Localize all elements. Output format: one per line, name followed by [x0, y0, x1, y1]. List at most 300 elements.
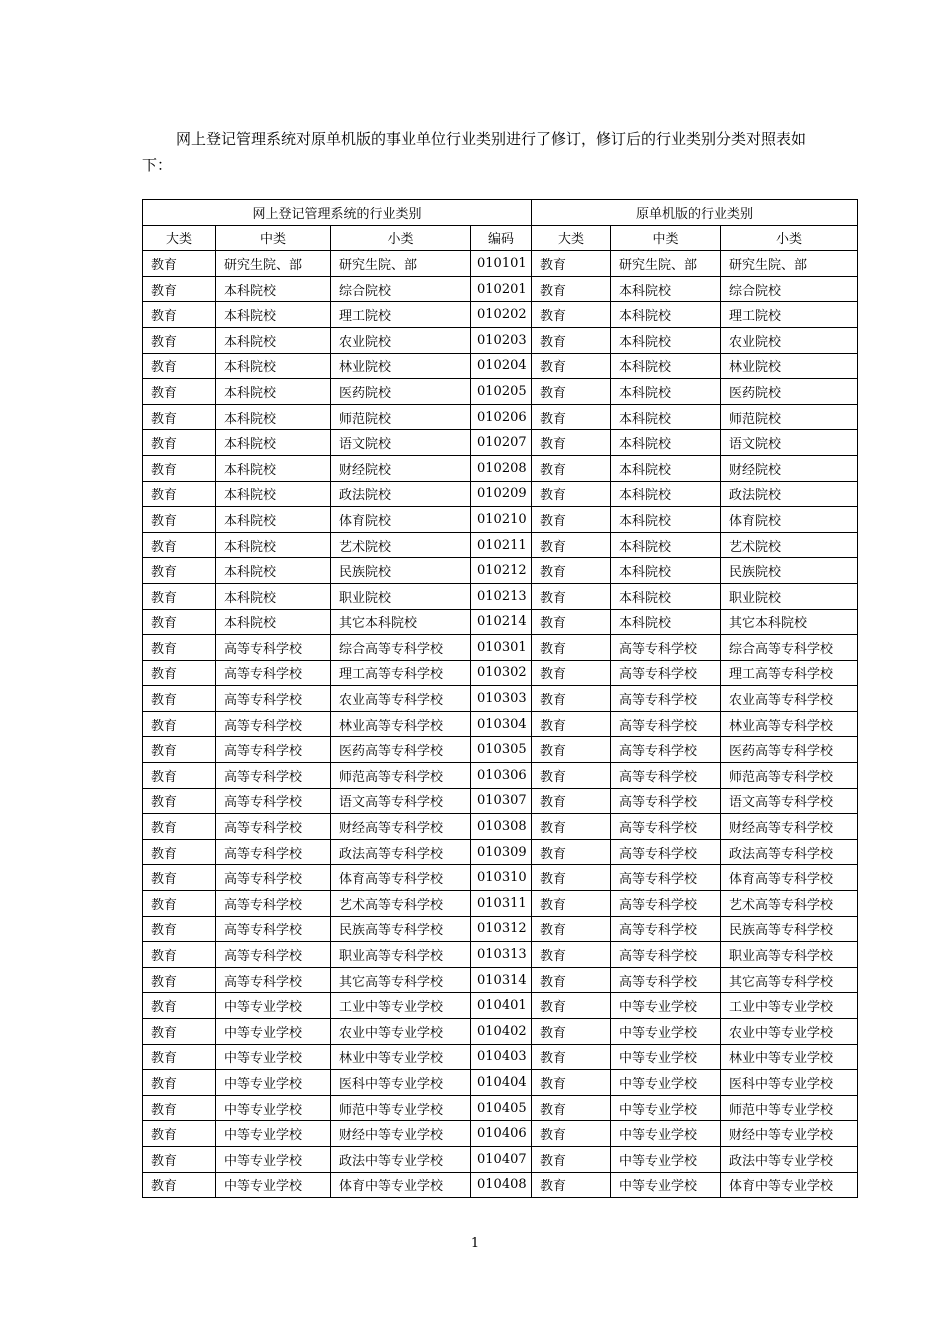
table-cell: 林业中等专业学校: [331, 1044, 471, 1070]
table-row: [143, 814, 858, 840]
table-cell: 本科院校: [611, 507, 721, 533]
table-cell: 农业中等专业学校: [331, 1019, 471, 1045]
table-body: [143, 251, 858, 1198]
table-row: [143, 558, 858, 584]
code-cell: 010201: [471, 276, 532, 302]
table-row: [143, 1121, 858, 1147]
table-cell: 高等专科学校: [216, 891, 331, 917]
code-cell: 010403: [471, 1044, 532, 1070]
table-cell: 财经院校: [721, 455, 858, 481]
table-cell: 教育: [532, 532, 611, 558]
table-cell: 高等专科学校: [216, 967, 331, 993]
code-cell: 010307: [471, 788, 532, 814]
table-cell: 高等专科学校: [216, 839, 331, 865]
table-cell: 师范中等专业学校: [331, 1095, 471, 1121]
table-cell: 高等专科学校: [216, 711, 331, 737]
code-cell: 010312: [471, 916, 532, 942]
table-cell: 教育: [532, 558, 611, 584]
table-cell: 综合高等专科学校: [331, 635, 471, 661]
table-cell: 师范中等专业学校: [721, 1095, 858, 1121]
table-row: [143, 404, 858, 430]
table-cell: 研究生院、部: [331, 251, 471, 277]
table-cell: 教育: [532, 788, 611, 814]
table-cell: 体育高等专科学校: [331, 865, 471, 891]
table-cell: 教育: [532, 1070, 611, 1096]
column-header: 小类: [331, 225, 471, 251]
table-cell: 林业院校: [721, 353, 858, 379]
table-cell: 本科院校: [611, 583, 721, 609]
table-cell: 民族院校: [331, 558, 471, 584]
table-cell: 高等专科学校: [216, 814, 331, 840]
table-cell: 本科院校: [611, 276, 721, 302]
table-cell: 高等专科学校: [611, 967, 721, 993]
table-cell: 教育: [532, 1172, 611, 1198]
table-cell: 其它高等专科学校: [721, 967, 858, 993]
table-cell: 政法中等专业学校: [721, 1146, 858, 1172]
table-cell: 本科院校: [216, 507, 331, 533]
table-cell: 本科院校: [216, 583, 331, 609]
table-cell: 财经中等专业学校: [721, 1121, 858, 1147]
table-row: [143, 993, 858, 1019]
table-cell: 教育: [143, 327, 216, 353]
table-cell: 医药院校: [331, 379, 471, 405]
table-cell: 中等专业学校: [611, 1095, 721, 1121]
code-cell: 010406: [471, 1121, 532, 1147]
table-cell: 教育: [532, 404, 611, 430]
table-cell: 教育: [143, 481, 216, 507]
table-cell: 高等专科学校: [611, 839, 721, 865]
table-cell: 教育: [143, 865, 216, 891]
table-cell: 高等专科学校: [611, 942, 721, 968]
table-cell: 本科院校: [216, 327, 331, 353]
code-cell: 010311: [471, 891, 532, 917]
table-cell: 体育中等专业学校: [721, 1172, 858, 1198]
table-cell: 政法高等专科学校: [721, 839, 858, 865]
table-cell: 教育: [143, 558, 216, 584]
table-cell: 医药院校: [721, 379, 858, 405]
table-cell: 教育: [532, 660, 611, 686]
table-row: [143, 660, 858, 686]
table-cell: 工业中等专业学校: [721, 993, 858, 1019]
table-cell: 中等专业学校: [216, 1146, 331, 1172]
code-cell: 010313: [471, 942, 532, 968]
table-cell: 教育: [532, 814, 611, 840]
table-cell: 农业院校: [331, 327, 471, 353]
code-cell: 010205: [471, 379, 532, 405]
code-cell: 010214: [471, 609, 532, 635]
code-cell: 010301: [471, 635, 532, 661]
table-cell: 教育: [143, 967, 216, 993]
table-cell: 医药高等专科学校: [331, 737, 471, 763]
table-cell: 教育: [143, 379, 216, 405]
table-cell: 职业院校: [331, 583, 471, 609]
table-cell: 本科院校: [611, 379, 721, 405]
table-cell: 教育: [143, 942, 216, 968]
table-cell: 教育: [532, 302, 611, 328]
table-cell: 教育: [532, 609, 611, 635]
table-row: [143, 865, 858, 891]
code-cell: 010207: [471, 430, 532, 456]
table-cell: 高等专科学校: [216, 916, 331, 942]
code-cell: 010404: [471, 1070, 532, 1096]
table-row: [143, 916, 858, 942]
table-cell: 教育: [532, 635, 611, 661]
table-cell: 艺术高等专科学校: [721, 891, 858, 917]
table-cell: 教育: [532, 916, 611, 942]
table-row: [143, 327, 858, 353]
column-header: 小类: [721, 225, 858, 251]
code-cell: 010405: [471, 1095, 532, 1121]
table-cell: 教育: [532, 711, 611, 737]
group-header-online: 网上登记管理系统的行业类别: [143, 200, 532, 226]
table-cell: 本科院校: [216, 532, 331, 558]
table-cell: 农业高等专科学校: [331, 686, 471, 712]
table-cell: 中等专业学校: [216, 1121, 331, 1147]
table-cell: 艺术高等专科学校: [331, 891, 471, 917]
code-cell: 010407: [471, 1146, 532, 1172]
table-row: [143, 737, 858, 763]
table-cell: 本科院校: [611, 455, 721, 481]
table-cell: 语文院校: [331, 430, 471, 456]
table-cell: 职业院校: [721, 583, 858, 609]
intro-paragraph: 网上登记管理系统对原单机版的事业单位行业类别进行了修订，修订后的行业类别分类对照表如下：: [142, 130, 807, 174]
table-cell: 教育: [143, 583, 216, 609]
table-cell: 教育: [532, 353, 611, 379]
table-cell: 本科院校: [216, 353, 331, 379]
table-cell: 体育中等专业学校: [331, 1172, 471, 1198]
code-cell: 010206: [471, 404, 532, 430]
table-cell: 艺术院校: [331, 532, 471, 558]
table-cell: 中等专业学校: [216, 1044, 331, 1070]
table-cell: 本科院校: [216, 302, 331, 328]
table-row: [143, 251, 858, 277]
table-cell: 民族高等专科学校: [721, 916, 858, 942]
table-cell: 中等专业学校: [216, 1172, 331, 1198]
table-cell: 体育院校: [331, 507, 471, 533]
table-cell: 教育: [532, 1095, 611, 1121]
table-cell: 教育: [532, 737, 611, 763]
table-cell: 体育高等专科学校: [721, 865, 858, 891]
table-cell: 研究生院、部: [611, 251, 721, 277]
table-cell: 中等专业学校: [611, 993, 721, 1019]
table-cell: 教育: [143, 916, 216, 942]
code-cell: 010202: [471, 302, 532, 328]
table-cell: 医科中等专业学校: [331, 1070, 471, 1096]
code-cell: 010408: [471, 1172, 532, 1198]
table-cell: 教育: [143, 1172, 216, 1198]
table-cell: 教育: [532, 1019, 611, 1045]
table-row: [143, 686, 858, 712]
table-cell: 本科院校: [216, 558, 331, 584]
table-cell: 本科院校: [611, 327, 721, 353]
code-cell: 010401: [471, 993, 532, 1019]
table-cell: 本科院校: [611, 404, 721, 430]
table-cell: 本科院校: [611, 353, 721, 379]
table-cell: 师范院校: [721, 404, 858, 430]
table-row: [143, 583, 858, 609]
code-cell: 010213: [471, 583, 532, 609]
table-row: [143, 942, 858, 968]
table-cell: 教育: [532, 379, 611, 405]
table-cell: 政法院校: [331, 481, 471, 507]
table-cell: 高等专科学校: [216, 865, 331, 891]
code-cell: 010304: [471, 711, 532, 737]
table-cell: 高等专科学校: [611, 814, 721, 840]
table-row: [143, 635, 858, 661]
table-row: [143, 507, 858, 533]
table-cell: 教育: [532, 1044, 611, 1070]
table-row: [143, 379, 858, 405]
table-cell: 教育: [143, 507, 216, 533]
code-cell: 010101: [471, 251, 532, 277]
table-cell: 高等专科学校: [611, 891, 721, 917]
page-number: 1: [470, 1236, 480, 1251]
code-cell: 010203: [471, 327, 532, 353]
table-cell: 林业中等专业学校: [721, 1044, 858, 1070]
table-row: [143, 1019, 858, 1045]
code-cell: 010314: [471, 967, 532, 993]
column-header: 大类: [532, 225, 611, 251]
table-row: [143, 1070, 858, 1096]
table-cell: 高等专科学校: [216, 686, 331, 712]
table-cell: 民族高等专科学校: [331, 916, 471, 942]
table-cell: 语文院校: [721, 430, 858, 456]
table-cell: 教育: [143, 1095, 216, 1121]
table-cell: 中等专业学校: [611, 1044, 721, 1070]
table-cell: 教育: [532, 763, 611, 789]
table-row: [143, 763, 858, 789]
table-row: [143, 302, 858, 328]
column-header-row: [143, 225, 858, 251]
table-cell: 理工高等专科学校: [721, 660, 858, 686]
table-cell: 中等专业学校: [216, 1019, 331, 1045]
table-cell: 体育院校: [721, 507, 858, 533]
table-row: [143, 967, 858, 993]
table-cell: 本科院校: [216, 481, 331, 507]
table-cell: 本科院校: [216, 276, 331, 302]
column-header: 大类: [143, 225, 216, 251]
table-cell: 本科院校: [611, 481, 721, 507]
table-cell: 高等专科学校: [216, 737, 331, 763]
table-cell: 教育: [532, 686, 611, 712]
table-cell: 中等专业学校: [611, 1146, 721, 1172]
table-cell: 医药高等专科学校: [721, 737, 858, 763]
group-header-row: [143, 200, 858, 226]
industry-category-table: [142, 199, 858, 1198]
table-row: [143, 891, 858, 917]
table-cell: 教育: [143, 788, 216, 814]
table-cell: 综合高等专科学校: [721, 635, 858, 661]
table-cell: 教育: [143, 839, 216, 865]
code-cell: 010211: [471, 532, 532, 558]
table-cell: 工业中等专业学校: [331, 993, 471, 1019]
table-cell: 综合院校: [331, 276, 471, 302]
table-cell: 高等专科学校: [216, 763, 331, 789]
table-cell: 农业院校: [721, 327, 858, 353]
table-cell: 教育: [532, 1121, 611, 1147]
table-cell: 农业高等专科学校: [721, 686, 858, 712]
table-cell: 高等专科学校: [216, 660, 331, 686]
table-cell: 教育: [143, 1019, 216, 1045]
table-cell: 教育: [143, 711, 216, 737]
table-cell: 研究生院、部: [216, 251, 331, 277]
group-header-legacy: 原单机版的行业类别: [532, 200, 858, 226]
table-cell: 师范院校: [331, 404, 471, 430]
table-cell: 其它本科院校: [721, 609, 858, 635]
table-cell: 财经中等专业学校: [331, 1121, 471, 1147]
table-cell: 高等专科学校: [611, 916, 721, 942]
table-cell: 教育: [143, 635, 216, 661]
table-cell: 语文高等专科学校: [721, 788, 858, 814]
column-header: 中类: [216, 225, 331, 251]
table-cell: 教育: [143, 532, 216, 558]
table-cell: 财经高等专科学校: [331, 814, 471, 840]
table-cell: 师范高等专科学校: [331, 763, 471, 789]
table-cell: 职业高等专科学校: [721, 942, 858, 968]
table-cell: 综合院校: [721, 276, 858, 302]
table-cell: 理工院校: [721, 302, 858, 328]
code-cell: 010309: [471, 839, 532, 865]
code-cell: 010204: [471, 353, 532, 379]
table-row: [143, 1044, 858, 1070]
table-cell: 教育: [143, 891, 216, 917]
table-cell: 医科中等专业学校: [721, 1070, 858, 1096]
table-cell: 教育: [532, 1146, 611, 1172]
table-cell: 农业中等专业学校: [721, 1019, 858, 1045]
table-cell: 教育: [143, 455, 216, 481]
table-cell: 中等专业学校: [216, 1095, 331, 1121]
code-cell: 010310: [471, 865, 532, 891]
table-cell: 中等专业学校: [216, 993, 331, 1019]
code-cell: 010308: [471, 814, 532, 840]
code-cell: 010212: [471, 558, 532, 584]
table-cell: 教育: [143, 1121, 216, 1147]
code-cell: 010402: [471, 1019, 532, 1045]
table-row: [143, 430, 858, 456]
table-cell: 中等专业学校: [611, 1019, 721, 1045]
table-cell: 教育: [143, 276, 216, 302]
table-cell: 教育: [143, 302, 216, 328]
table-cell: 教育: [143, 993, 216, 1019]
table-cell: 教育: [143, 430, 216, 456]
table-cell: 教育: [532, 583, 611, 609]
table-cell: 林业高等专科学校: [331, 711, 471, 737]
table-cell: 本科院校: [611, 302, 721, 328]
table-cell: 教育: [143, 686, 216, 712]
table-cell: 师范高等专科学校: [721, 763, 858, 789]
table-cell: 教育: [532, 251, 611, 277]
table-cell: 本科院校: [611, 558, 721, 584]
table-row: [143, 276, 858, 302]
table-cell: 财经院校: [331, 455, 471, 481]
table-cell: 教育: [143, 660, 216, 686]
table-cell: 高等专科学校: [216, 788, 331, 814]
table-cell: 教育: [143, 404, 216, 430]
table-cell: 职业高等专科学校: [331, 942, 471, 968]
table-cell: 理工院校: [331, 302, 471, 328]
table-cell: 中等专业学校: [611, 1172, 721, 1198]
table-cell: 民族院校: [721, 558, 858, 584]
column-header: 中类: [611, 225, 721, 251]
table-cell: 高等专科学校: [611, 788, 721, 814]
code-cell: 010210: [471, 507, 532, 533]
table-cell: 教育: [143, 609, 216, 635]
table-cell: 高等专科学校: [216, 942, 331, 968]
table-cell: 研究生院、部: [721, 251, 858, 277]
table-cell: 教育: [532, 865, 611, 891]
table-cell: 教育: [143, 251, 216, 277]
table-cell: 教育: [143, 763, 216, 789]
table-cell: 教育: [532, 327, 611, 353]
table-cell: 高等专科学校: [611, 865, 721, 891]
table-cell: 教育: [143, 353, 216, 379]
table-cell: 教育: [143, 1146, 216, 1172]
table-cell: 教育: [532, 507, 611, 533]
table-cell: 教育: [532, 276, 611, 302]
table-cell: 政法院校: [721, 481, 858, 507]
table-row: [143, 1095, 858, 1121]
table-cell: 其它本科院校: [331, 609, 471, 635]
table-row: [143, 839, 858, 865]
table-cell: 本科院校: [216, 455, 331, 481]
code-cell: 010303: [471, 686, 532, 712]
table-cell: 教育: [532, 430, 611, 456]
table-cell: 高等专科学校: [611, 660, 721, 686]
table-cell: 政法高等专科学校: [331, 839, 471, 865]
table-cell: 林业院校: [331, 353, 471, 379]
table-cell: 理工高等专科学校: [331, 660, 471, 686]
table-cell: 本科院校: [216, 404, 331, 430]
code-cell: 010305: [471, 737, 532, 763]
code-cell: 010302: [471, 660, 532, 686]
table-cell: 教育: [143, 1070, 216, 1096]
table-cell: 高等专科学校: [611, 711, 721, 737]
table-cell: 教育: [532, 967, 611, 993]
table-cell: 教育: [532, 839, 611, 865]
code-cell: 010209: [471, 481, 532, 507]
table-cell: 本科院校: [216, 379, 331, 405]
table-cell: 教育: [143, 737, 216, 763]
table-cell: 高等专科学校: [611, 635, 721, 661]
table-cell: 本科院校: [216, 430, 331, 456]
table-cell: 教育: [143, 1044, 216, 1070]
table-row: [143, 711, 858, 737]
table-cell: 本科院校: [611, 532, 721, 558]
table-row: [143, 532, 858, 558]
table-cell: 其它高等专科学校: [331, 967, 471, 993]
table-cell: 高等专科学校: [611, 686, 721, 712]
table-cell: 中等专业学校: [216, 1070, 331, 1096]
table-row: [143, 455, 858, 481]
table-cell: 教育: [532, 993, 611, 1019]
table-cell: 财经高等专科学校: [721, 814, 858, 840]
table-cell: 教育: [532, 455, 611, 481]
table-cell: 林业高等专科学校: [721, 711, 858, 737]
table-cell: 中等专业学校: [611, 1121, 721, 1147]
table-cell: 政法中等专业学校: [331, 1146, 471, 1172]
table-cell: 艺术院校: [721, 532, 858, 558]
table-cell: 高等专科学校: [611, 763, 721, 789]
column-header: 编码: [471, 225, 532, 251]
table-cell: 中等专业学校: [611, 1070, 721, 1096]
table-row: [143, 353, 858, 379]
table-row: [143, 481, 858, 507]
table-row: [143, 1172, 858, 1198]
table-cell: 教育: [532, 481, 611, 507]
table-cell: 教育: [143, 814, 216, 840]
code-cell: 010306: [471, 763, 532, 789]
table-row: [143, 1146, 858, 1172]
